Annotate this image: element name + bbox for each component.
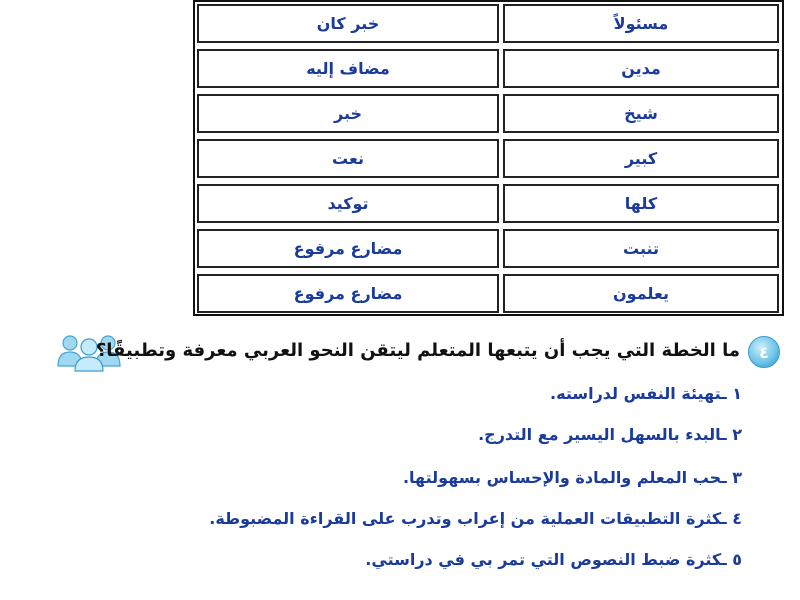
- list-item: [365, 550, 742, 569]
- table-row: [195, 2, 782, 47]
- answer-text: كثرة ضبط النصوص التي تمر بي في دراستي.: [365, 550, 722, 569]
- table-cell-role: نعت: [197, 139, 499, 178]
- answer-number: ١: [732, 384, 742, 403]
- answer-text: كثرة التطبيقات العملية من إعراب وتدرب على القراءة المضبوطة.: [209, 509, 722, 528]
- table-cell-word: شيخ: [503, 94, 779, 133]
- table-cell-role: خبر: [197, 94, 499, 133]
- grammar-table: [193, 0, 784, 316]
- list-item: [403, 468, 742, 487]
- table-cell-role: مضاف إليه: [197, 49, 499, 88]
- answer-number: ٤: [732, 509, 742, 528]
- table-cell-word: كبير: [503, 139, 779, 178]
- table-cell-role: مضارع مرفوع: [197, 274, 499, 313]
- list-item: [550, 384, 742, 403]
- answer-number: ٥: [732, 550, 742, 569]
- table-cell-word: مسئولاً: [503, 4, 779, 43]
- question-number-badge: ٤: [748, 336, 780, 368]
- table-row: [195, 272, 782, 317]
- table-row: [195, 92, 782, 137]
- answer-text: حب المعلم والمادة والإحساس بسهولتها.: [402, 468, 722, 487]
- answer-separator: ـ: [721, 509, 727, 528]
- table-cell-word: مدين: [503, 49, 779, 88]
- table-cell-role: مضارع مرفوع: [197, 229, 499, 268]
- answer-number: ٣: [732, 468, 742, 487]
- answer-text: تهيئة النفس لدراسته.: [550, 384, 722, 403]
- answer-text: البدء بالسهل اليسير مع التدرج.: [478, 425, 722, 444]
- answer-separator: ـ: [721, 550, 727, 569]
- list-item: [209, 509, 742, 528]
- answer-separator: ـ: [721, 468, 727, 487]
- table-cell-word: يعلمون: [503, 274, 779, 313]
- answer-separator: ـ: [721, 384, 727, 403]
- table-row: [195, 227, 782, 272]
- question-block: [40, 332, 790, 372]
- table-cell-role: خبر كان: [197, 4, 499, 43]
- table-row: [195, 47, 782, 92]
- list-item: [478, 425, 742, 444]
- table-row: [195, 137, 782, 182]
- answer-number: ٢: [732, 425, 742, 444]
- answer-separator: ـ: [721, 425, 727, 444]
- table-cell-word: تنبت: [503, 229, 779, 268]
- table-row: [195, 182, 782, 227]
- table-cell-word: كلها: [503, 184, 779, 223]
- question-text: ما الخطة التي يجب أن يتبعها المتعلم ليتقن النحو العربي معرفة وتطبيقًا؟: [95, 340, 740, 361]
- table-cell-role: توكيد: [197, 184, 499, 223]
